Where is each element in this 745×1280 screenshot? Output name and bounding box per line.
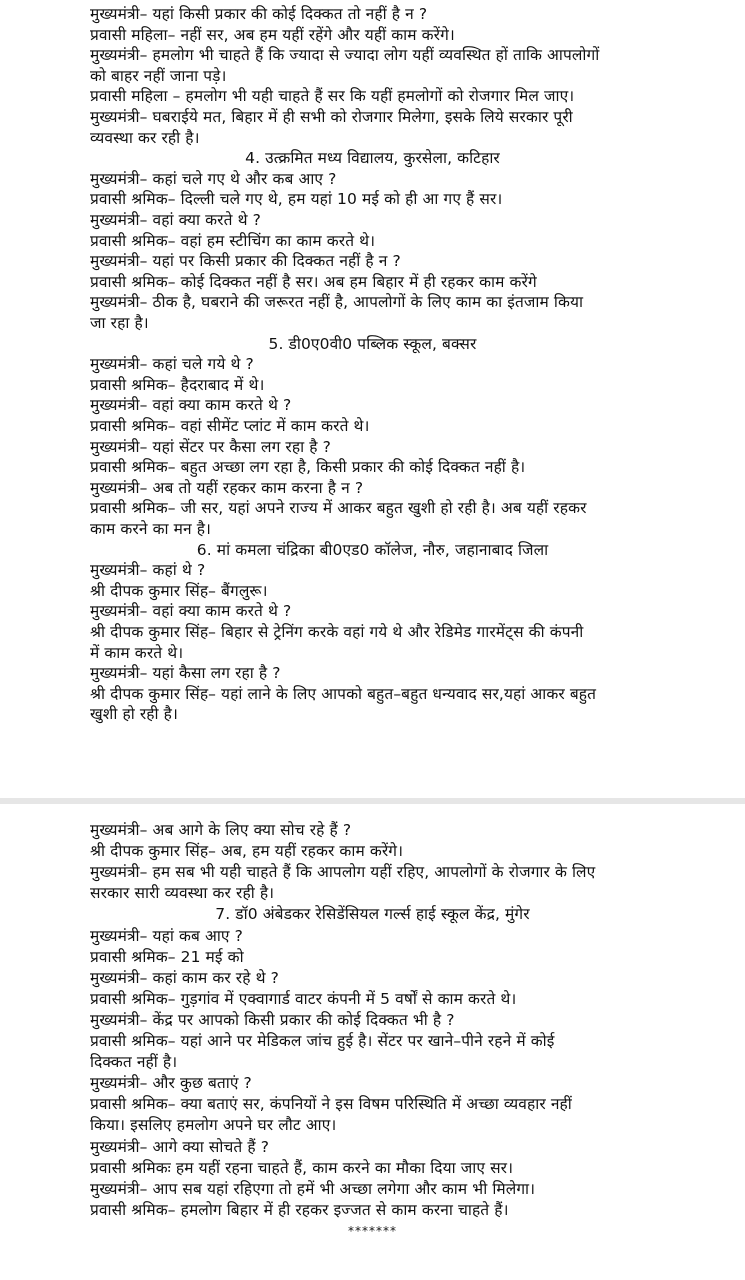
- text-line: प्रवासी श्रमिक– कोई दिक्कत नहीं है सर। अब हम बिहार में ही रहकर काम करेंगे: [90, 272, 537, 291]
- text-line: प्रवासी श्रमिक– दिल्ली चले गए थे, हम यहां 10 मई को ही आ गए हैं सर।: [90, 190, 503, 209]
- text-line: मुख्यमंत्री– वहां क्या काम करते थे ?: [90, 396, 292, 415]
- section-heading: 5. डी0ए0वी0 पब्लिक स्कूल, बक्सर: [268, 334, 477, 353]
- text-line: सरकार सारी व्यवस्था कर रही है।: [90, 884, 275, 903]
- text-line: मुख्यमंत्री– आप सब यहां रहिएगा तो हमें भी अच्छा लगेगा और काम भी मिलेगा।: [90, 1179, 536, 1198]
- text-line: मुख्यमंत्री– घबराईये मत, बिहार में ही सभी को रोजगार मिलेगा, इसके लिये सरकार पूरी: [90, 108, 573, 126]
- text-line: मुख्यमंत्री– वहां क्या करते थे ?: [90, 211, 261, 229]
- text-line: मुख्यमंत्री– यहां कब आए ?: [90, 926, 243, 945]
- text-line: मुख्यमंत्री– हमलोग भी चाहते हैं कि ज्यादा से ज्यादा लोग यहीं व्यवस्थित हों ताकि आपलोगों: [90, 46, 600, 65]
- section-heading: 7. डॉ0 अंबेडकर रेसिडेंसियल गर्ल्स हाई स्कूल केंद्र, मुंगेर: [215, 905, 530, 924]
- text-line: मुख्यमंत्री– अब तो यहीं रहकर काम करना है न ?: [90, 478, 364, 497]
- text-line: श्री दीपक कुमार सिंह– अब, हम यहीं रहकर काम करेंगे।: [90, 842, 404, 861]
- text-line: प्रवासी श्रमिक– हैदराबाद में थे।: [90, 375, 265, 394]
- text-line: मुख्यमंत्री– कहां चले गए थे और कब आए ?: [90, 169, 337, 188]
- text-line: व्यवस्था कर रही है।: [90, 128, 200, 147]
- text-line: दिक्कत नहीं है।: [90, 1053, 178, 1072]
- text-line: मुख्यमंत्री– कहां चले गये थे ?: [90, 355, 254, 374]
- text-line: किया। इसलिए हमलोग अपने घर लौट आए।: [90, 1116, 337, 1135]
- text-line: मुख्यमंत्री– यहां कैसा लग रहा है ?: [90, 664, 281, 683]
- text-line: को बाहर नहीं जाना पड़े।: [90, 66, 227, 85]
- document-page-2: [0, 804, 745, 1280]
- text-line: मुख्यमंत्री– कहां थे ?: [90, 561, 206, 580]
- text-line: काम करने का मन है।: [90, 520, 212, 538]
- text-line: मुख्यमंत्री– हम सब भी यही चाहते हैं कि आपलोग यहीं रहिए, आपलोगों के रोजगार के लिए: [90, 863, 596, 882]
- text-line: प्रवासी श्रमिक– क्या बताएं सर, कंपनियों ने इस विषम परिस्थिति में अच्छा व्यवहार नहीं: [90, 1095, 572, 1114]
- text-line: प्रवासी महिला – हमलोग भी यही चाहते हैं सर कि यहीं हमलोगों को रोजगार मिल जाए।: [90, 87, 575, 106]
- text-line: मुख्यमंत्री– यहां सेंटर पर कैसा लग रहा है ?: [90, 437, 331, 456]
- text-line: प्रवासी श्रमिक– गुड़गांव में एक्वागार्ड वाटर कंपनी में 5 वर्षों से काम करते थे।: [90, 989, 517, 1008]
- section-heading: 4. उत्क्रमित मध्य विद्यालय, कुरसेला, कटिहार: [245, 149, 500, 168]
- text-line: प्रवासी श्रमिकः हम यहीं रहना चाहते हैं, काम करने का मौका दिया जाए सर।: [90, 1158, 514, 1177]
- text-line: श्री दीपक कुमार सिंह– यहां लाने के लिए आपको बहुत–बहुत धन्यवाद सर,यहां आकर बहुत: [90, 684, 597, 703]
- text-line: मुख्यमंत्री– ठीक है, घबराने की जरूरत नहीं है, आपलोगों के लिए काम का इंतजाम किया: [90, 293, 584, 312]
- text-line: प्रवासी श्रमिक– जी सर, यहां अपने राज्य में आकर बहुत खुशी हो रही है। अब यहीं रहकर: [90, 499, 587, 518]
- text-line: मुख्यमंत्री– कहां काम कर रहे थे ?: [90, 968, 279, 987]
- text-line: श्री दीपक कुमार सिंह– बैंगलुरू।: [90, 581, 268, 600]
- text-line: मुख्यमंत्री– यहां पर किसी प्रकार की दिक्कत नहीं है न ?: [90, 252, 401, 271]
- text-line: श्री दीपक कुमार सिंह– बिहार से ट्रेनिंग करके वहां गये थे और रेडिमेड गारमेंट्स की कंपनी: [90, 623, 584, 641]
- text-line: प्रवासी श्रमिक– वहां हम स्टीचिंग का काम करते थे।: [90, 231, 376, 250]
- text-line: जा रहा है।: [90, 314, 149, 332]
- text-line: मुख्यमंत्री– यहां किसी प्रकार की कोई दिक्कत तो नहीं है न ?: [90, 5, 428, 23]
- text-line: मुख्यमंत्री– अब आगे के लिए क्या सोच रहे हैं ?: [90, 821, 352, 839]
- section-heading: 6. मां कमला चंद्रिका बी0एड0 कॉलेज, नौरु, जहानाबाद जिला: [196, 540, 549, 559]
- text-line: प्रवासी श्रमिक– वहां सीमेंट प्लांट में काम करते थे।: [90, 417, 370, 435]
- text-line: प्रवासी श्रमिक– 21 मई को: [90, 947, 244, 966]
- text-line: में काम करते थे।: [90, 643, 184, 662]
- text-line: प्रवासी महिला– नहीं सर, अब हम यहीं रहेंगे और यहीं काम करेंगे।: [90, 25, 455, 44]
- end-marker: *******: [348, 1223, 397, 1238]
- text-line: मुख्यमंत्री– आगे क्या सोचते हैं ?: [90, 1137, 270, 1156]
- text-line: प्रवासी श्रमिक– हमलोग बिहार में ही रहकर इज्जत से काम करना चाहते हैं।: [90, 1200, 509, 1219]
- text-line: मुख्यमंत्री– और कुछ बताएं ?: [90, 1074, 252, 1093]
- text-line: खुशी हो रही है।: [90, 705, 178, 724]
- text-line: प्रवासी श्रमिक– यहां आने पर मेडिकल जांच हुई है। सेंटर पर खाने–पीने रहने में कोई: [90, 1032, 555, 1050]
- text-line: मुख्यमंत्री– केंद्र पर आपको किसी प्रकार की कोई दिक्कत भी है ?: [90, 1010, 455, 1029]
- text-line: मुख्यमंत्री– वहां क्या काम करते थे ?: [90, 602, 292, 621]
- text-line: प्रवासी श्रमिक– बहुत अच्छा लग रहा है, किसी प्रकार की कोई दिक्कत नहीं है।: [90, 458, 526, 477]
